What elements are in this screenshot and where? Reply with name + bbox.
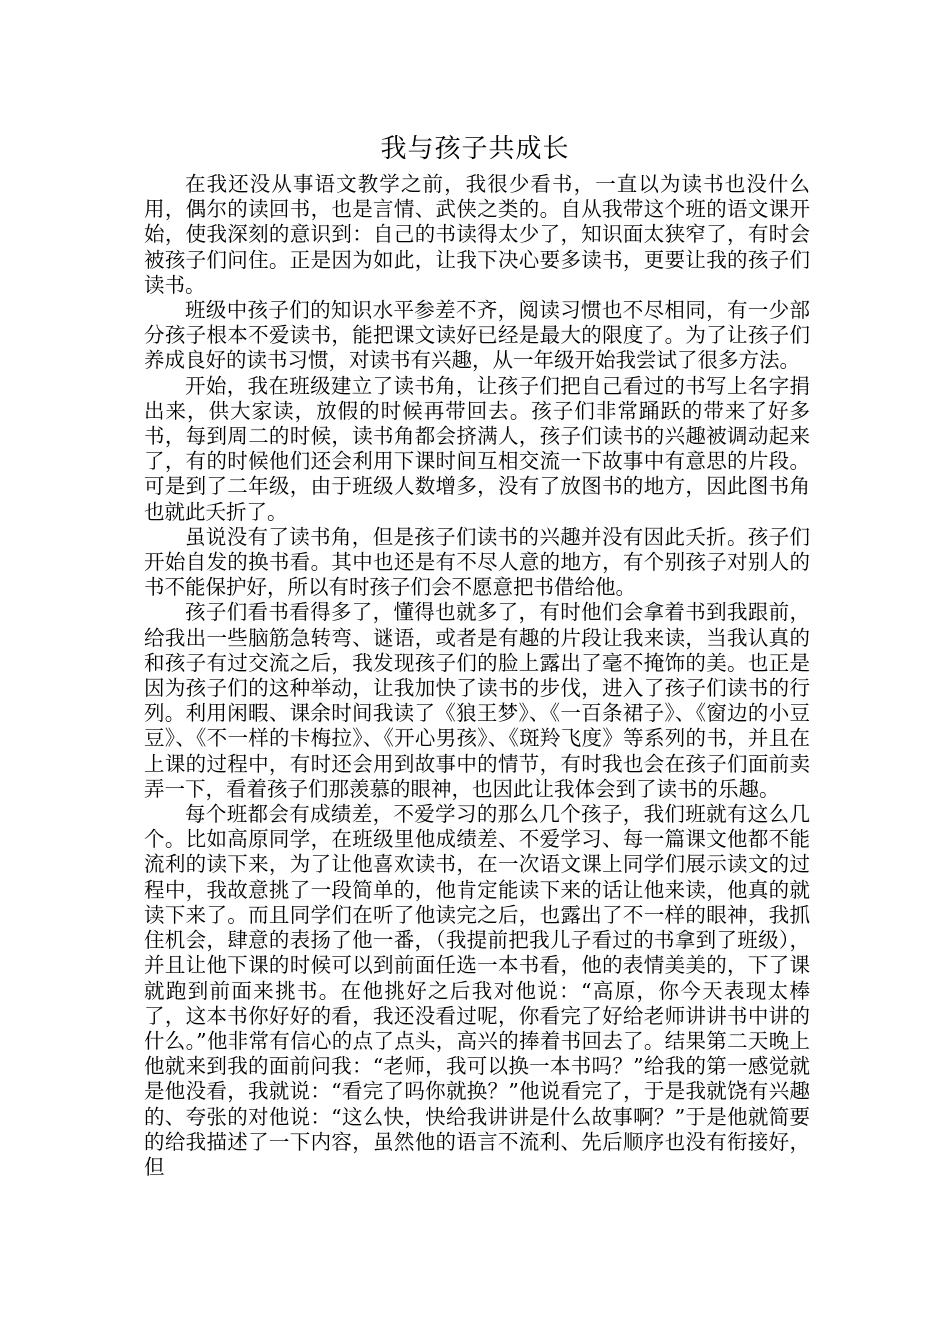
paragraph: 每个班都会有成绩差，不爱学习的那么几个孩子，我们班就有这么几个。比如高原同学，在班级里他成绩差、不爱学习、每一篇课文他都不能流利的读下来，为了让他喜欢读书，在一次语文课上同学们展示读文的过程中，我故意挑了一段简单的，他肯定能读下来的话让他来读，他真的就读下来了。而且同学们在听了他读完之后，也露出了不一样的眼神，我抓住机会，肆意的表扬了他一番，（我提前把我儿子看过的书拿到了班级），并且让他下课的时候可以到前面任选一本书看，他的表情美美的，下了课就跑到前面来挑书。在他挑好之后我对他说：“高原，你今天表现太棒了，这本书你好好的看，我还没看过呢，你看完了好给老师讲讲书中讲的什么。”他非常有信心的点了点头，高兴的捧着书回去了。结果第二天晚上他就来到我的面前问我：“老师，我可以换一本书吗？”给我的第一感觉就是他没看，我就说：“看完了吗你就换？”他说看完了，于是我就饶有兴趣的、夸张的对他说：“这么快，快给我讲讲是什么故事啊？”于是他就简要的给我描述了一下内容，虽然他的语言不流利、先后顺序也没有衔接好，但 (144, 802, 810, 1179)
page-title: 我与孩子共成长 (380, 134, 570, 164)
paragraph: 虽说没有了读书角，但是孩子们读书的兴趣并没有因此夭折。孩子们开始自发的换书看。其中也还是有不尽人意的地方，有个别孩子对别人的书不能保护好，所以有时孩子们会不愿意把书借给他。 (144, 524, 810, 600)
document-body (144, 172, 810, 1180)
paragraph: 在我还没从事语文教学之前，我很少看书，一直以为读书也没什么用，偶尔的读回书，也是言情、武侠之类的。自从我带这个班的语文课开始，使我深刻的意识到：自己的书读得太少了，知识面太狭窄了，有时会被孩子们问住。正是因为如此，让我下决心要多读书，更要让我的孩子们读书。 (144, 172, 810, 297)
paragraph: 孩子们看书看得多了，懂得也就多了，有时他们会拿着书到我跟前，给我出一些脑筋急转弯、谜语，或者是有趣的片段让我来读，当我认真的和孩子有过交流之后，我发现孩子们的脸上露出了毫不掩饰的美。也正是因为孩子们的这种举动，让我加快了读书的步伐，进入了孩子们读书的行列。利用闲暇、课余时间我读了《狼王梦》、《一百条裙子》、《窗边的小豆豆》、《不一样的卡梅拉》、《开心男孩》、《斑羚飞度》等系列的书，并且在上课的过程中，有时还会用到故事中的情节，有时我也会在孩子们面前卖弄一下，看着孩子们那羡慕的眼神，也因此让我体会到了读书的乐趣。 (144, 600, 810, 801)
paragraph: 开始，我在班级建立了读书角，让孩子们把自己看过的书写上名字捐出来，供大家读，放假的时候再带回去。孩子们非常踊跃的带来了好多书，每到周二的时候，读书角都会挤满人，孩子们读书的兴趣被调动起来了，有的时候他们还会利用下课时间互相交流一下故事中有意思的片段。可是到了二年级，由于班级人数增多，没有了放图书的地方，因此图书角也就此夭折了。 (144, 373, 810, 524)
paragraph: 班级中孩子们的知识水平参差不齐，阅读习惯也不尽相同，有一少部分孩子根本不爱读书，能把课文读好已经是最大的限度了。为了让孩子们养成良好的读书习惯，对读书有兴趣，从一年级开始我尝试了很多方法。 (144, 298, 810, 373)
